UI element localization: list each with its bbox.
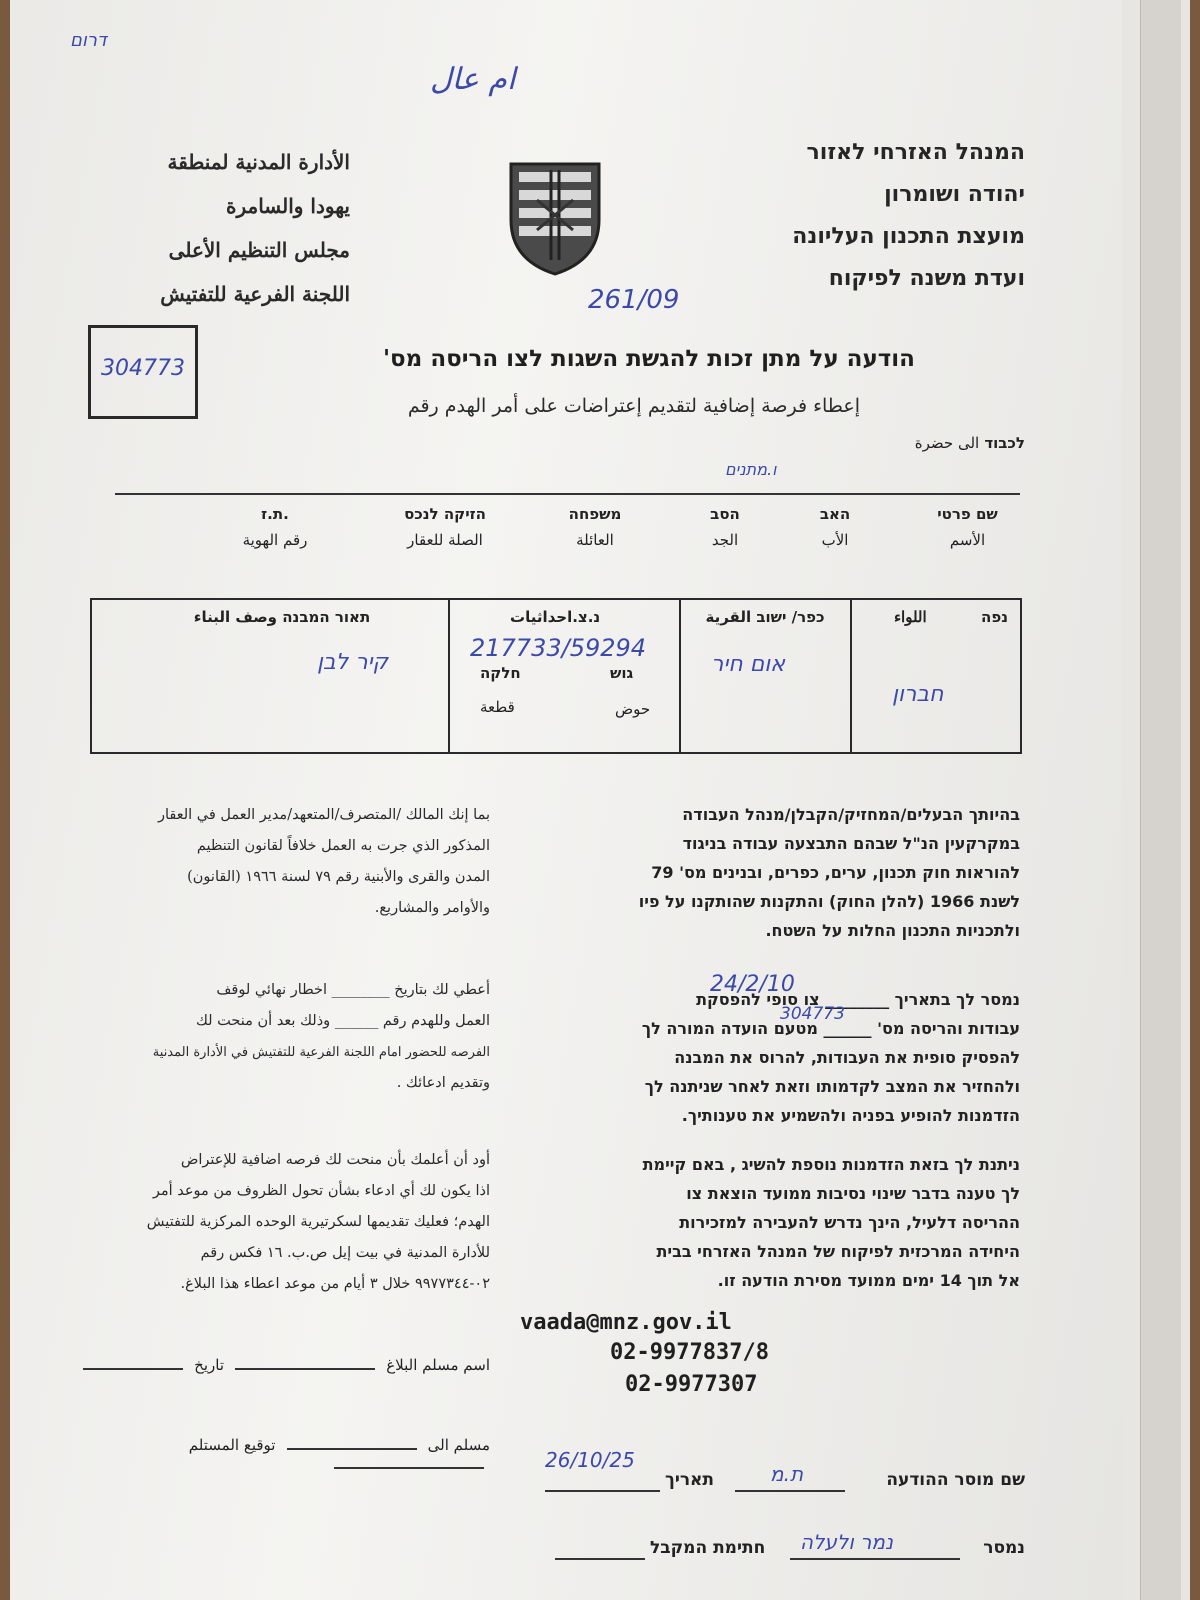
title-arabic: إعطاء فرصة إضافية لتقديم إعتراضات على أمر الهدم رقم xyxy=(407,395,860,417)
person-fields-divider xyxy=(115,493,1020,495)
ar-p1-line4: والأوامر والمشاريع. xyxy=(374,900,490,916)
order-date-handwritten: 24/2/10 xyxy=(710,972,795,997)
field-grandfather-ar: الجد xyxy=(711,531,739,549)
field-family-he: משפחה xyxy=(568,505,622,523)
village-value: אום חיר xyxy=(711,652,786,677)
recipient-line xyxy=(850,433,1025,452)
he-sign-date-value: 26/10/25 xyxy=(545,1448,635,1472)
ar-p1-line2: المذكور الذي جرت به العمل خلافاً لقانون التنظيم xyxy=(196,838,490,854)
location-table xyxy=(90,598,1022,754)
header-hebrew xyxy=(730,132,1025,300)
contact-phone-2: 02-9977307 xyxy=(625,1372,758,1397)
field-id-ar: رقم الهوية xyxy=(242,531,308,549)
he-p2-line5: הזדמנות להופיע בפניה ולהשמיע את טענותיך. xyxy=(681,1106,1020,1125)
field-relation xyxy=(360,505,530,549)
he-signature-row-1 xyxy=(545,1448,1025,1502)
header-ar-line1: الأدارة المدنية لمنطقة xyxy=(167,150,350,174)
grandfather-note: ו.מתנים xyxy=(725,460,777,479)
ar-sign-date-line xyxy=(83,1368,183,1370)
file-number: 261/09 xyxy=(588,285,680,315)
he-sign-name-line xyxy=(735,1490,845,1492)
cell-coordinates xyxy=(448,600,681,752)
he-sign-sig-label: חתימת המקבל xyxy=(650,1538,766,1558)
ar-p2-line4: وتقديم ادعائك . xyxy=(396,1075,490,1091)
arabic-paragraph-2 xyxy=(70,975,490,1099)
back-sheet-edge xyxy=(1140,0,1181,1600)
boxed-number: 304773 xyxy=(101,356,185,381)
block-he: גוש xyxy=(610,664,634,682)
field-id-he: ת.ז. xyxy=(261,505,289,523)
field-grandfather xyxy=(670,505,780,549)
he-sign-date-label: תאריך xyxy=(665,1470,715,1490)
he-sign-date-line xyxy=(545,1490,660,1492)
parcel-he: חלקה xyxy=(480,664,521,682)
hebrew-paragraph-1 xyxy=(525,800,1020,945)
ar-sign-to-line xyxy=(287,1448,417,1450)
parcel-ar: قطعة xyxy=(480,698,515,716)
ar-signature-row-2 xyxy=(25,1435,490,1473)
he-p2-line2: עבודות והריסה מס' ______ מטעם הועדה המורה לך xyxy=(641,1019,1020,1038)
he-p1-line3: להוראות חוק תכנון, ערים, כפרים, ובנינים מס' 79 xyxy=(651,863,1020,882)
he-p2-line1: נמסר לך בתאריך ________ צו סופי להפסקת xyxy=(696,990,1020,1009)
header-he-line1: המנהל האזרחי לאזור xyxy=(806,140,1025,165)
title-hebrew: הודעה על מתן זכות להגשת השגות לצו הריסה מס' xyxy=(383,346,915,372)
block-ar: حوض xyxy=(615,700,651,718)
ar-p1-line3: المدن والقرى والأبنية رقم ٧٩ لسنة ١٩٦٦ (القانون) xyxy=(187,869,490,885)
district-he: נפה xyxy=(981,608,1008,626)
header-he-line4: ועדת משנה לפיקוח xyxy=(828,266,1025,291)
field-grandfather-he: הסב xyxy=(710,505,740,523)
top-handwriting: ام عال xyxy=(430,62,516,97)
village-label: כפר/ ישוב القرية xyxy=(705,608,825,626)
ar-p3-line3: الهدم؛ فعليك تقديمها لسكرتيرية الوحده المركزية للتفتيش xyxy=(146,1214,490,1230)
ar-sign-to-label: مسلم الى xyxy=(427,1436,490,1454)
cell-building xyxy=(92,600,448,752)
field-relation-ar: الصلة للعقار xyxy=(407,531,483,549)
recipient-he: לכבוד xyxy=(984,434,1025,452)
he-p1-line5: ולתכניות התכנון החלות על השטח. xyxy=(765,921,1020,940)
field-first-name xyxy=(910,505,1025,549)
ar-sign-date-label: تاريخ xyxy=(194,1356,225,1374)
he-p3-line1: ניתנת לך בזאת הזדמנות נוספת להשיג , באם קיימת xyxy=(642,1155,1020,1174)
field-father xyxy=(780,505,890,549)
building-label: תאור המבנה وصف البناء xyxy=(193,608,371,626)
header-he-line3: מועצת התכנון העליונה xyxy=(792,224,1025,249)
he-signature-row-2 xyxy=(555,1530,1025,1570)
he-p1-line1: בהיותך הבעלים/המחזיק/הקבלן/מנהל העבודה xyxy=(682,805,1020,824)
coords-label: נ.צ.احداثيات xyxy=(510,608,601,626)
order-number-handwritten: 304773 xyxy=(780,1004,845,1024)
ar-p3-line4: للأدارة المدنية في بيت إيل ص.ب. ١٦ فكس رقم xyxy=(200,1245,490,1261)
he-p3-line3: ההריסה דלעיל, הינך נדרש להעבירה למזכירות xyxy=(679,1213,1020,1232)
field-first-name-he: שם פרטי xyxy=(937,505,998,523)
he-p3-line5: אל תוך 14 ימים ממועד מסירת הודעה זו. xyxy=(717,1271,1020,1290)
ar-p2-line1: أعطي لك بتاريخ ________ اخطار نهائي لوقف xyxy=(216,982,490,998)
coords-value: 217733/59294 xyxy=(470,634,647,662)
ar-p2-line2: العمل وللهدم رقم ______ وذلك بعد أن منحت لك xyxy=(195,1013,490,1029)
he-p2-line4: ולהחזיר את המצב לקדמותו וזאת לאחר שניתנה לך xyxy=(644,1077,1020,1096)
he-p1-line4: לשנת 1966 (להלן החוק) והתקנות שהותקנו על פיו xyxy=(638,892,1020,911)
corner-note: דרום xyxy=(70,30,107,51)
building-value: קיר לבן xyxy=(317,650,389,675)
header-ar-line4: اللجنة الفرعية للتفتيش xyxy=(160,282,350,306)
arabic-paragraph-1 xyxy=(80,800,490,924)
he-p3-line2: לך טענה בדבר שינוי נסיבות ממועד הוצאת צו xyxy=(686,1184,1020,1203)
arabic-paragraph-3 xyxy=(70,1145,490,1300)
he-p1-line2: במקרקעין הנ"ל שבהם התבצעה עבודה בניגוד xyxy=(682,834,1020,853)
field-father-ar: الأب xyxy=(821,531,849,549)
recipient-ar: الى حضرة xyxy=(914,434,980,452)
ar-p1-line1: بما إنك المالك /المتصرف/المتعهد/مدير العمل في العقار xyxy=(157,807,490,823)
emblem-icon xyxy=(507,160,603,278)
hebrew-paragraph-3 xyxy=(520,1150,1020,1295)
field-father-he: האב xyxy=(819,505,851,523)
field-relation-he: הזיקה לנכס xyxy=(404,505,486,523)
he-sign-to-value: נמר ולעלה xyxy=(800,1530,894,1554)
he-sign-name-value: ת.מ xyxy=(770,1462,804,1486)
document-page xyxy=(10,0,1122,1600)
header-he-line2: יהודה ושומרון xyxy=(884,182,1025,207)
he-p2-line3: להפסיק סופית את העבודות, להרוס את המבנה xyxy=(674,1048,1020,1067)
field-family-ar: العائلة xyxy=(576,531,614,549)
header-arabic xyxy=(80,140,350,316)
header-ar-line2: يهودا والسامرة xyxy=(225,194,350,218)
he-sign-to-line xyxy=(790,1558,960,1560)
cell-district xyxy=(850,600,1020,752)
he-sign-name-label: שם מוסר ההודעה xyxy=(886,1470,1025,1490)
ar-p3-line2: اذا يكون لك أي ادعاء بشأن تحول الظروف من موعد أمر xyxy=(152,1183,490,1199)
ar-signature-row-1 xyxy=(45,1355,490,1374)
contact-phone-1: 02-9977837/8 xyxy=(610,1340,769,1365)
ar-sign-name-line xyxy=(235,1368,375,1370)
hebrew-paragraph-2 xyxy=(520,985,1020,1130)
ar-sign-sig-label: توقيع المستلم xyxy=(188,1436,276,1454)
ar-p2-line3: الفرصه للحضور امام اللجنة الفرعية للتفتيش في الأدارة المدنية xyxy=(152,1045,490,1060)
field-id xyxy=(190,505,360,549)
contact-email[interactable]: vaada@mnz.gov.il xyxy=(520,1310,732,1335)
he-sign-to-label: נמסר xyxy=(983,1538,1025,1558)
field-first-name-ar: الأسم xyxy=(949,531,986,549)
he-sign-sig-line xyxy=(555,1558,645,1560)
header-ar-line3: مجلس التنظيم الأعلى xyxy=(168,238,350,262)
district-value: חברון xyxy=(892,682,944,707)
ar-p3-line5: ٠٢-٩٩٧٧٣٤٤ خلال ٣ أيام من موعد اعطاء هذا البلاغ. xyxy=(180,1276,490,1292)
district-ar: اللواء xyxy=(894,608,927,626)
he-p3-line4: היחידה המרכזית לפיקוח של המנהל האזרחי בבית xyxy=(656,1242,1020,1261)
ar-p3-line1: أود أن أعلمك بأن منحت لك فرصه اضافية للإعتراض xyxy=(180,1152,490,1168)
order-number-box xyxy=(88,325,198,419)
field-family xyxy=(520,505,670,549)
cell-village xyxy=(679,600,852,752)
ar-sign-sig-line xyxy=(334,1467,484,1469)
ar-sign-name-label: اسم مسلم البلاغ xyxy=(386,1356,490,1374)
